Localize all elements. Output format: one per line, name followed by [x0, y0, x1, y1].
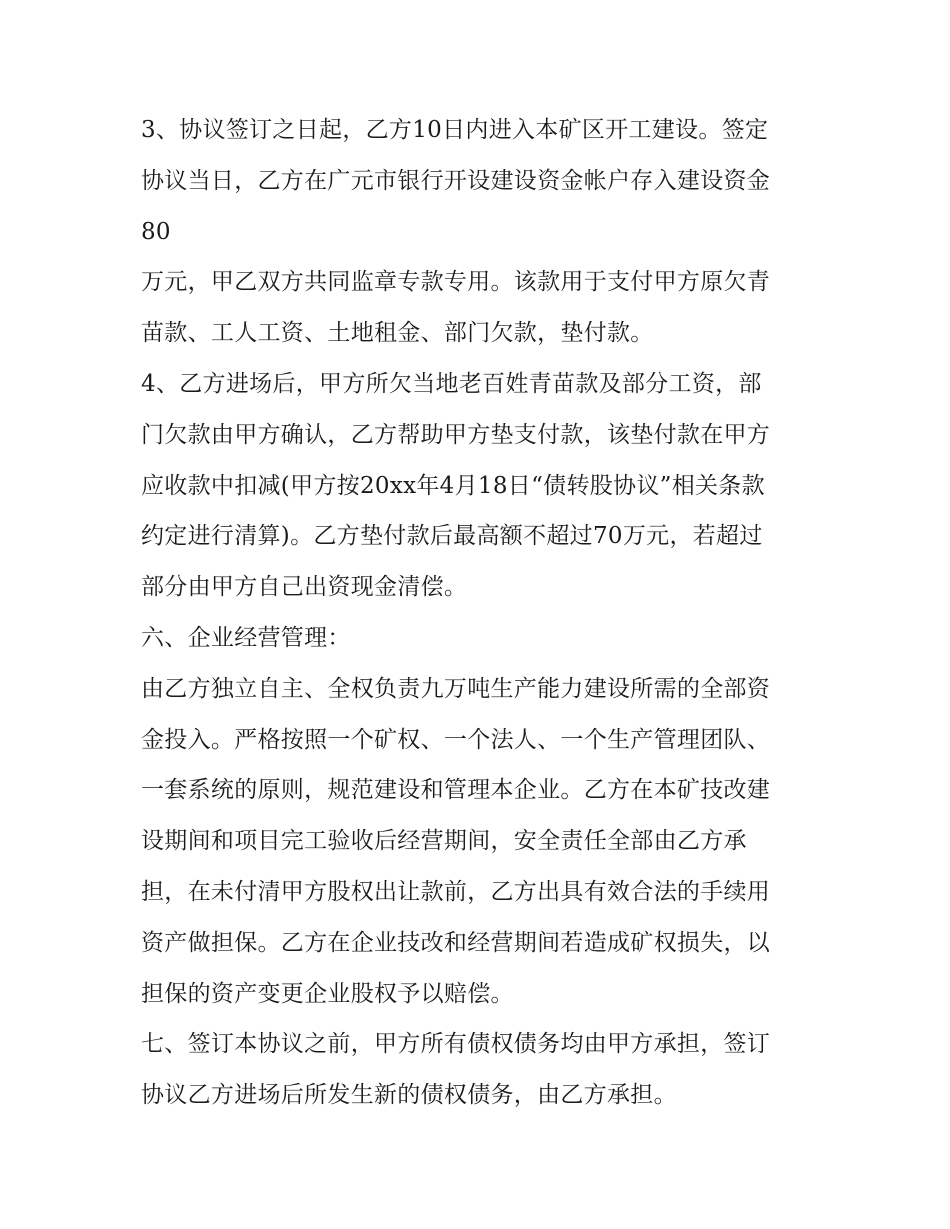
section-heading: 六、企业经营管理：: [141, 624, 351, 651]
text-line: 80: [141, 218, 171, 245]
text-line: 约定进行清算)。乙方垫付款后最高额不超过70万元，若超过: [141, 523, 763, 550]
text-line: 设期间和项目完工验收后经营期间，安全责任全部由乙方承: [141, 828, 747, 855]
text-line: 担，在未付清甲方股权出让款前，乙方出具有效合法的手续用: [141, 878, 771, 905]
text-line: 担保的资产变更企业股权予以赔偿。: [141, 980, 514, 1007]
text-line: 七、签订本协议之前，甲方所有债权债务均由甲方承担，签订: [141, 1031, 771, 1058]
document-body: [141, 105, 821, 1121]
text-line: 由乙方独立自主、全权负责九万吨生产能力建设所需的全部资: [141, 675, 771, 702]
text-line: 应收款中扣减(甲方按20xx年4月18日“债转股协议”相关条款: [141, 472, 765, 499]
text-line: 4、乙方进场后，甲方所欠当地老百姓青苗款及部分工资，部: [141, 370, 762, 397]
text-line: 资产做担保。乙方在企业技改和经营期间若造成矿权损失，以: [141, 929, 771, 956]
text-line: 3、协议签订之日起，乙方10日内进入本矿区开工建设。签定: [141, 117, 769, 143]
text-line: 金投入。严格按照一个矿权、一个法人、一个生产管理团队、: [141, 726, 771, 753]
text-line: 门欠款由甲方确认，乙方帮助甲方垫支付款，该垫付款在甲方: [141, 421, 771, 448]
text-line: 苗款、工人工资、土地租金、部门欠款，垫付款。: [141, 320, 654, 347]
text-line: 部分由甲方自己出资现金清偿。: [141, 574, 468, 601]
text-line: 协议当日，乙方在广元市银行开设建设资金帐户存入建设资金: [141, 167, 771, 194]
text-line: 协议乙方进场后所发生新的债权债务，由乙方承担。: [141, 1082, 677, 1109]
text-line: 一套系统的原则，规范建设和管理本企业。乙方在本矿技改建: [141, 777, 771, 804]
text-line: 万元，甲乙双方共同监章专款专用。该款用于支付甲方原欠青: [141, 269, 771, 296]
